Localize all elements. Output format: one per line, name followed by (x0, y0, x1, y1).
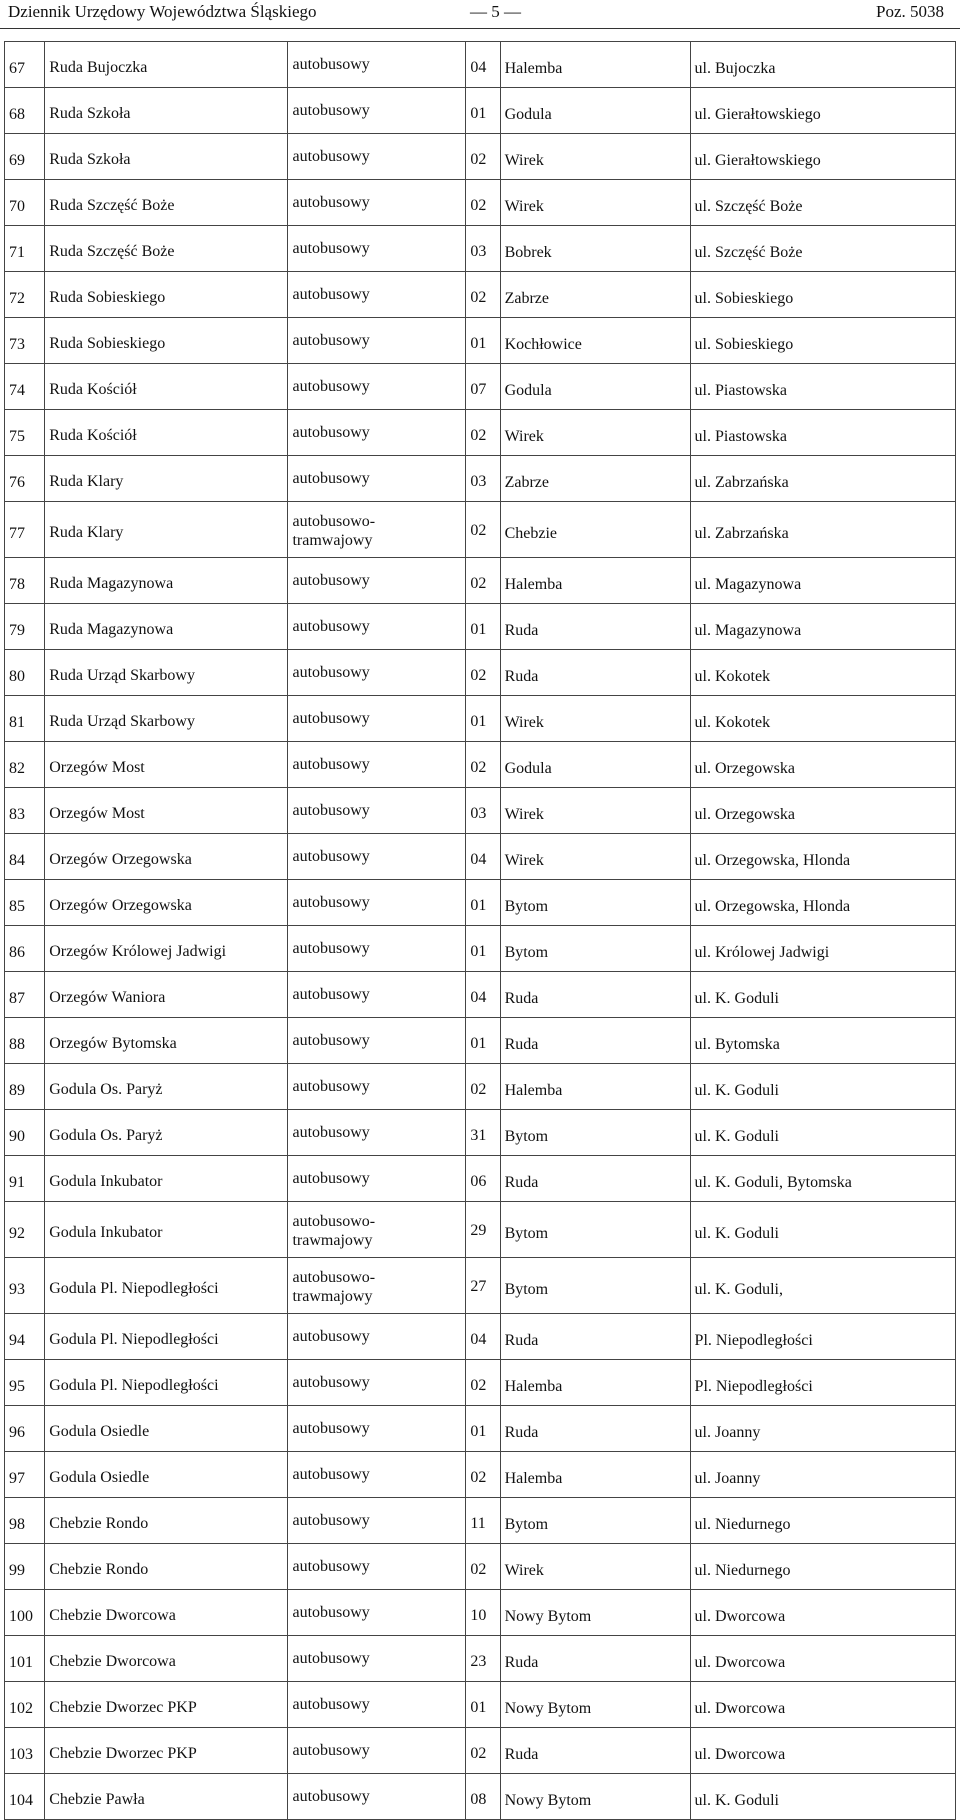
stop-code-cell: 01 (466, 1406, 500, 1452)
table-row (5, 650, 956, 696)
stop-code-cell: 01 (466, 696, 500, 742)
street-cell: ul. Bytomska (690, 1018, 955, 1064)
row-number-cell: 79 (5, 604, 45, 650)
stop-code-cell: 02 (466, 410, 500, 456)
stop-name-cell: Ruda Szczęść Boże (45, 226, 288, 272)
row-number-cell: 89 (5, 1064, 45, 1110)
stop-code-cell: 01 (466, 604, 500, 650)
table-row (5, 880, 956, 926)
street-cell: ul. Królowej Jadwigi (690, 926, 955, 972)
transport-type-cell: autobusowy (288, 1406, 466, 1452)
stop-name-cell: Orzegów Most (45, 742, 288, 788)
district-cell: Nowy Bytom (500, 1774, 690, 1820)
stop-name-cell: Chebzie Dworcowa (45, 1636, 288, 1682)
stop-name-cell: Godula Osiedle (45, 1452, 288, 1498)
stop-name-cell: Ruda Sobieskiego (45, 318, 288, 364)
street-cell: Pl. Niepodległości (690, 1314, 955, 1360)
stop-code-cell: 02 (466, 742, 500, 788)
stop-code-cell: 06 (466, 1156, 500, 1202)
district-cell: Halemba (500, 558, 690, 604)
table-row (5, 1064, 956, 1110)
table-row (5, 558, 956, 604)
row-number-cell: 90 (5, 1110, 45, 1156)
stop-name-cell: Ruda Sobieskiego (45, 272, 288, 318)
table-row (5, 88, 956, 134)
row-number-cell: 96 (5, 1406, 45, 1452)
stop-code-cell: 27 (466, 1258, 500, 1314)
row-number-cell: 87 (5, 972, 45, 1018)
stop-code-cell: 02 (466, 180, 500, 226)
table-row (5, 456, 956, 502)
district-cell: Wirek (500, 134, 690, 180)
table-row (5, 1314, 956, 1360)
row-number-cell: 80 (5, 650, 45, 696)
stop-name-cell: Ruda Kościół (45, 410, 288, 456)
stop-name-cell: Godula Os. Paryż (45, 1110, 288, 1156)
transport-type-cell: autobusowo- trawmajowy (288, 1258, 466, 1314)
stop-name-cell: Chebzie Dworcowa (45, 1590, 288, 1636)
district-cell: Wirek (500, 834, 690, 880)
district-cell: Halemba (500, 1452, 690, 1498)
table-row (5, 1258, 956, 1314)
street-cell: ul. K. Goduli (690, 1064, 955, 1110)
stop-name-cell: Ruda Magazynowa (45, 604, 288, 650)
transport-type-cell: autobusowy (288, 272, 466, 318)
district-cell: Bytom (500, 880, 690, 926)
street-cell: ul. Kokotek (690, 650, 955, 696)
table-row (5, 1452, 956, 1498)
street-cell: ul. Szczęść Boże (690, 180, 955, 226)
street-cell: ul. K. Goduli (690, 1774, 955, 1820)
stop-name-cell: Orzegów Orzegowska (45, 834, 288, 880)
stop-name-cell: Godula Pl. Niepodległości (45, 1360, 288, 1406)
stop-name-cell: Orzegów Królowej Jadwigi (45, 926, 288, 972)
district-cell: Halemba (500, 1064, 690, 1110)
stop-name-cell: Godula Inkubator (45, 1156, 288, 1202)
page-number: — 5 — (470, 2, 521, 21)
row-number-cell: 103 (5, 1728, 45, 1774)
street-cell: ul. Dworcowa (690, 1590, 955, 1636)
stop-code-cell: 31 (466, 1110, 500, 1156)
district-cell: Godula (500, 88, 690, 134)
table-row (5, 1544, 956, 1590)
stop-code-cell: 08 (466, 1774, 500, 1820)
transport-type-cell: autobusowy (288, 972, 466, 1018)
table-row (5, 1590, 956, 1636)
district-cell: Nowy Bytom (500, 1682, 690, 1728)
street-cell: ul. Kokotek (690, 696, 955, 742)
journal-title: Dziennik Urzędowy Województwa Śląskiego (8, 2, 317, 21)
row-number-cell: 72 (5, 272, 45, 318)
stop-code-cell: 07 (466, 364, 500, 410)
street-cell: ul. K. Goduli, Bytomska (690, 1156, 955, 1202)
district-cell: Ruda (500, 650, 690, 696)
district-cell: Wirek (500, 410, 690, 456)
transport-type-cell: autobusowy (288, 318, 466, 364)
stop-name-cell: Ruda Bujoczka (45, 42, 288, 88)
street-cell: ul. Zabrzańska (690, 502, 955, 558)
stop-code-cell: 02 (466, 1544, 500, 1590)
transport-type-cell: autobusowy (288, 604, 466, 650)
street-cell: ul. Zabrzańska (690, 456, 955, 502)
table-row (5, 1110, 956, 1156)
table-row (5, 1728, 956, 1774)
stop-code-cell: 01 (466, 926, 500, 972)
district-cell: Bytom (500, 1202, 690, 1258)
stops-table (4, 41, 956, 1820)
district-cell: Wirek (500, 696, 690, 742)
street-cell: ul. Szczęść Boże (690, 226, 955, 272)
stop-code-cell: 23 (466, 1636, 500, 1682)
stop-code-cell: 01 (466, 318, 500, 364)
stop-name-cell: Ruda Urząd Skarbowy (45, 650, 288, 696)
stop-name-cell: Orzegów Waniora (45, 972, 288, 1018)
stop-code-cell: 02 (466, 558, 500, 604)
row-number-cell: 78 (5, 558, 45, 604)
transport-type-cell: autobusowy (288, 1452, 466, 1498)
row-number-cell: 73 (5, 318, 45, 364)
stop-name-cell: Orzegów Orzegowska (45, 880, 288, 926)
table-row (5, 742, 956, 788)
table-row (5, 604, 956, 650)
table-row (5, 834, 956, 880)
row-number-cell: 100 (5, 1590, 45, 1636)
transport-type-cell: autobusowy (288, 1314, 466, 1360)
row-number-cell: 98 (5, 1498, 45, 1544)
stop-name-cell: Ruda Szkoła (45, 134, 288, 180)
stop-name-cell: Orzegów Most (45, 788, 288, 834)
stop-name-cell: Ruda Klary (45, 456, 288, 502)
stop-code-cell: 04 (466, 1314, 500, 1360)
row-number-cell: 70 (5, 180, 45, 226)
transport-type-cell: autobusowy (288, 134, 466, 180)
stop-code-cell: 01 (466, 880, 500, 926)
transport-type-cell: autobusowy (288, 1498, 466, 1544)
table-row (5, 180, 956, 226)
district-cell: Bobrek (500, 226, 690, 272)
stop-name-cell: Ruda Kościół (45, 364, 288, 410)
stop-code-cell: 02 (466, 650, 500, 696)
transport-type-cell: autobusowy (288, 880, 466, 926)
table-row (5, 926, 956, 972)
transport-type-cell: autobusowy (288, 456, 466, 502)
street-cell: ul. Dworcowa (690, 1636, 955, 1682)
street-cell: ul. Niedurnego (690, 1498, 955, 1544)
street-cell: ul. Orzegowska (690, 742, 955, 788)
transport-type-cell: autobusowy (288, 42, 466, 88)
table-row (5, 1406, 956, 1452)
transport-type-cell: autobusowy (288, 834, 466, 880)
transport-type-cell: autobusowy (288, 1636, 466, 1682)
header-divider (0, 28, 960, 29)
district-cell: Ruda (500, 1314, 690, 1360)
street-cell: ul. Orzegowska (690, 788, 955, 834)
row-number-cell: 82 (5, 742, 45, 788)
transport-type-cell: autobusowy (288, 1728, 466, 1774)
stop-code-cell: 02 (466, 1064, 500, 1110)
table-row (5, 788, 956, 834)
table-row (5, 1636, 956, 1682)
table-row (5, 1774, 956, 1820)
row-number-cell: 85 (5, 880, 45, 926)
transport-type-cell: autobusowo- trawmajowy (288, 1202, 466, 1258)
transport-type-cell: autobusowy (288, 1544, 466, 1590)
table-row (5, 318, 956, 364)
stop-name-cell: Chebzie Rondo (45, 1498, 288, 1544)
district-cell: Kochłowice (500, 318, 690, 364)
stop-name-cell: Ruda Szkoła (45, 88, 288, 134)
stop-name-cell: Chebzie Dworzec PKP (45, 1728, 288, 1774)
table-row (5, 1156, 956, 1202)
transport-type-cell: autobusowy (288, 788, 466, 834)
stop-name-cell: Ruda Klary (45, 502, 288, 558)
district-cell: Ruda (500, 1156, 690, 1202)
table-row (5, 972, 956, 1018)
district-cell: Bytom (500, 1498, 690, 1544)
street-cell: ul. Orzegowska, Hlonda (690, 834, 955, 880)
district-cell: Ruda (500, 972, 690, 1018)
street-cell: ul. Dworcowa (690, 1682, 955, 1728)
street-cell: ul. Piastowska (690, 410, 955, 456)
stop-name-cell: Chebzie Rondo (45, 1544, 288, 1590)
street-cell: ul. Niedurnego (690, 1544, 955, 1590)
row-number-cell: 97 (5, 1452, 45, 1498)
street-cell: ul. Joanny (690, 1452, 955, 1498)
row-number-cell: 77 (5, 502, 45, 558)
row-number-cell: 88 (5, 1018, 45, 1064)
position-number: Poz. 5038 (876, 2, 944, 21)
table-row (5, 502, 956, 558)
stop-name-cell: Godula Os. Paryż (45, 1064, 288, 1110)
table-row (5, 696, 956, 742)
row-number-cell: 91 (5, 1156, 45, 1202)
street-cell: ul. Sobieskiego (690, 318, 955, 364)
transport-type-cell: autobusowy (288, 226, 466, 272)
district-cell: Ruda (500, 1018, 690, 1064)
table-row (5, 1498, 956, 1544)
stop-code-cell: 02 (466, 134, 500, 180)
transport-type-cell: autobusowy (288, 1064, 466, 1110)
table-row (5, 272, 956, 318)
district-cell: Bytom (500, 1258, 690, 1314)
transport-type-cell: autobusowy (288, 696, 466, 742)
table-row (5, 42, 956, 88)
row-number-cell: 84 (5, 834, 45, 880)
row-number-cell: 94 (5, 1314, 45, 1360)
street-cell: ul. Sobieskiego (690, 272, 955, 318)
stop-code-cell: 03 (466, 788, 500, 834)
stop-name-cell: Godula Pl. Niepodległości (45, 1258, 288, 1314)
row-number-cell: 74 (5, 364, 45, 410)
table-row (5, 226, 956, 272)
stop-code-cell: 11 (466, 1498, 500, 1544)
street-cell: ul. Orzegowska, Hlonda (690, 880, 955, 926)
district-cell: Bytom (500, 926, 690, 972)
row-number-cell: 81 (5, 696, 45, 742)
row-number-cell: 92 (5, 1202, 45, 1258)
row-number-cell: 69 (5, 134, 45, 180)
stop-name-cell: Ruda Szczęść Boże (45, 180, 288, 226)
street-cell: ul. Magazynowa (690, 604, 955, 650)
row-number-cell: 101 (5, 1636, 45, 1682)
stops-table-body (5, 42, 956, 1820)
transport-type-cell: autobusowy (288, 410, 466, 456)
stop-name-cell: Chebzie Dworzec PKP (45, 1682, 288, 1728)
street-cell: ul. Magazynowa (690, 558, 955, 604)
stop-code-cell: 02 (466, 1728, 500, 1774)
transport-type-cell: autobusowy (288, 1590, 466, 1636)
stop-name-cell: Chebzie Pawła (45, 1774, 288, 1820)
street-cell: Pl. Niepodległości (690, 1360, 955, 1406)
street-cell: ul. Piastowska (690, 364, 955, 410)
transport-type-cell: autobusowy (288, 1682, 466, 1728)
row-number-cell: 95 (5, 1360, 45, 1406)
stop-name-cell: Ruda Urząd Skarbowy (45, 696, 288, 742)
street-cell: ul. K. Goduli (690, 1202, 955, 1258)
district-cell: Ruda (500, 604, 690, 650)
street-cell: ul. Joanny (690, 1406, 955, 1452)
transport-type-cell: autobusowy (288, 180, 466, 226)
row-number-cell: 76 (5, 456, 45, 502)
row-number-cell: 71 (5, 226, 45, 272)
row-number-cell: 83 (5, 788, 45, 834)
row-number-cell: 67 (5, 42, 45, 88)
transport-type-cell: autobusowy (288, 1018, 466, 1064)
page-header (0, 0, 960, 28)
table-row (5, 1682, 956, 1728)
district-cell: Bytom (500, 1110, 690, 1156)
transport-type-cell: autobusowy (288, 1360, 466, 1406)
stop-code-cell: 04 (466, 42, 500, 88)
street-cell: ul. Gierałtowskiego (690, 88, 955, 134)
district-cell: Wirek (500, 788, 690, 834)
row-number-cell: 86 (5, 926, 45, 972)
district-cell: Zabrze (500, 456, 690, 502)
stop-code-cell: 04 (466, 834, 500, 880)
stop-name-cell: Godula Osiedle (45, 1406, 288, 1452)
stop-code-cell: 01 (466, 1682, 500, 1728)
transport-type-cell: autobusowy (288, 88, 466, 134)
district-cell: Halemba (500, 42, 690, 88)
stop-name-cell: Orzegów Bytomska (45, 1018, 288, 1064)
transport-type-cell: autobusowy (288, 742, 466, 788)
stop-code-cell: 02 (466, 1360, 500, 1406)
stop-code-cell: 02 (466, 502, 500, 558)
stop-code-cell: 10 (466, 1590, 500, 1636)
row-number-cell: 99 (5, 1544, 45, 1590)
district-cell: Zabrze (500, 272, 690, 318)
street-cell: ul. Dworcowa (690, 1728, 955, 1774)
stop-name-cell: Ruda Magazynowa (45, 558, 288, 604)
transport-type-cell: autobusowy (288, 926, 466, 972)
district-cell: Ruda (500, 1728, 690, 1774)
row-number-cell: 102 (5, 1682, 45, 1728)
stop-code-cell: 01 (466, 88, 500, 134)
stop-code-cell: 01 (466, 1018, 500, 1064)
street-cell: ul. Bujoczka (690, 42, 955, 88)
table-row (5, 134, 956, 180)
stop-code-cell: 02 (466, 272, 500, 318)
district-cell: Halemba (500, 1360, 690, 1406)
row-number-cell: 68 (5, 88, 45, 134)
district-cell: Wirek (500, 180, 690, 226)
stop-name-cell: Godula Pl. Niepodległości (45, 1314, 288, 1360)
transport-type-cell: autobusowy (288, 1774, 466, 1820)
street-cell: ul. K. Goduli (690, 1110, 955, 1156)
street-cell: ul. K. Goduli (690, 972, 955, 1018)
stop-code-cell: 02 (466, 1452, 500, 1498)
district-cell: Nowy Bytom (500, 1590, 690, 1636)
transport-type-cell: autobusowy (288, 650, 466, 696)
table-row (5, 1018, 956, 1064)
district-cell: Ruda (500, 1636, 690, 1682)
transport-type-cell: autobusowy (288, 558, 466, 604)
transport-type-cell: autobusowy (288, 1110, 466, 1156)
transport-type-cell: autobusowy (288, 364, 466, 410)
transport-type-cell: autobusowo- tramwajowy (288, 502, 466, 558)
table-row (5, 410, 956, 456)
street-cell: ul. K. Goduli, (690, 1258, 955, 1314)
street-cell: ul. Gierałtowskiego (690, 134, 955, 180)
district-cell: Godula (500, 742, 690, 788)
district-cell: Chebzie (500, 502, 690, 558)
stop-code-cell: 29 (466, 1202, 500, 1258)
district-cell: Ruda (500, 1406, 690, 1452)
stop-name-cell: Godula Inkubator (45, 1202, 288, 1258)
row-number-cell: 104 (5, 1774, 45, 1820)
table-row (5, 1360, 956, 1406)
transport-type-cell: autobusowy (288, 1156, 466, 1202)
table-row (5, 1202, 956, 1258)
stop-code-cell: 03 (466, 226, 500, 272)
stop-code-cell: 04 (466, 972, 500, 1018)
stop-code-cell: 03 (466, 456, 500, 502)
district-cell: Wirek (500, 1544, 690, 1590)
district-cell: Godula (500, 364, 690, 410)
row-number-cell: 75 (5, 410, 45, 456)
row-number-cell: 93 (5, 1258, 45, 1314)
table-row (5, 364, 956, 410)
